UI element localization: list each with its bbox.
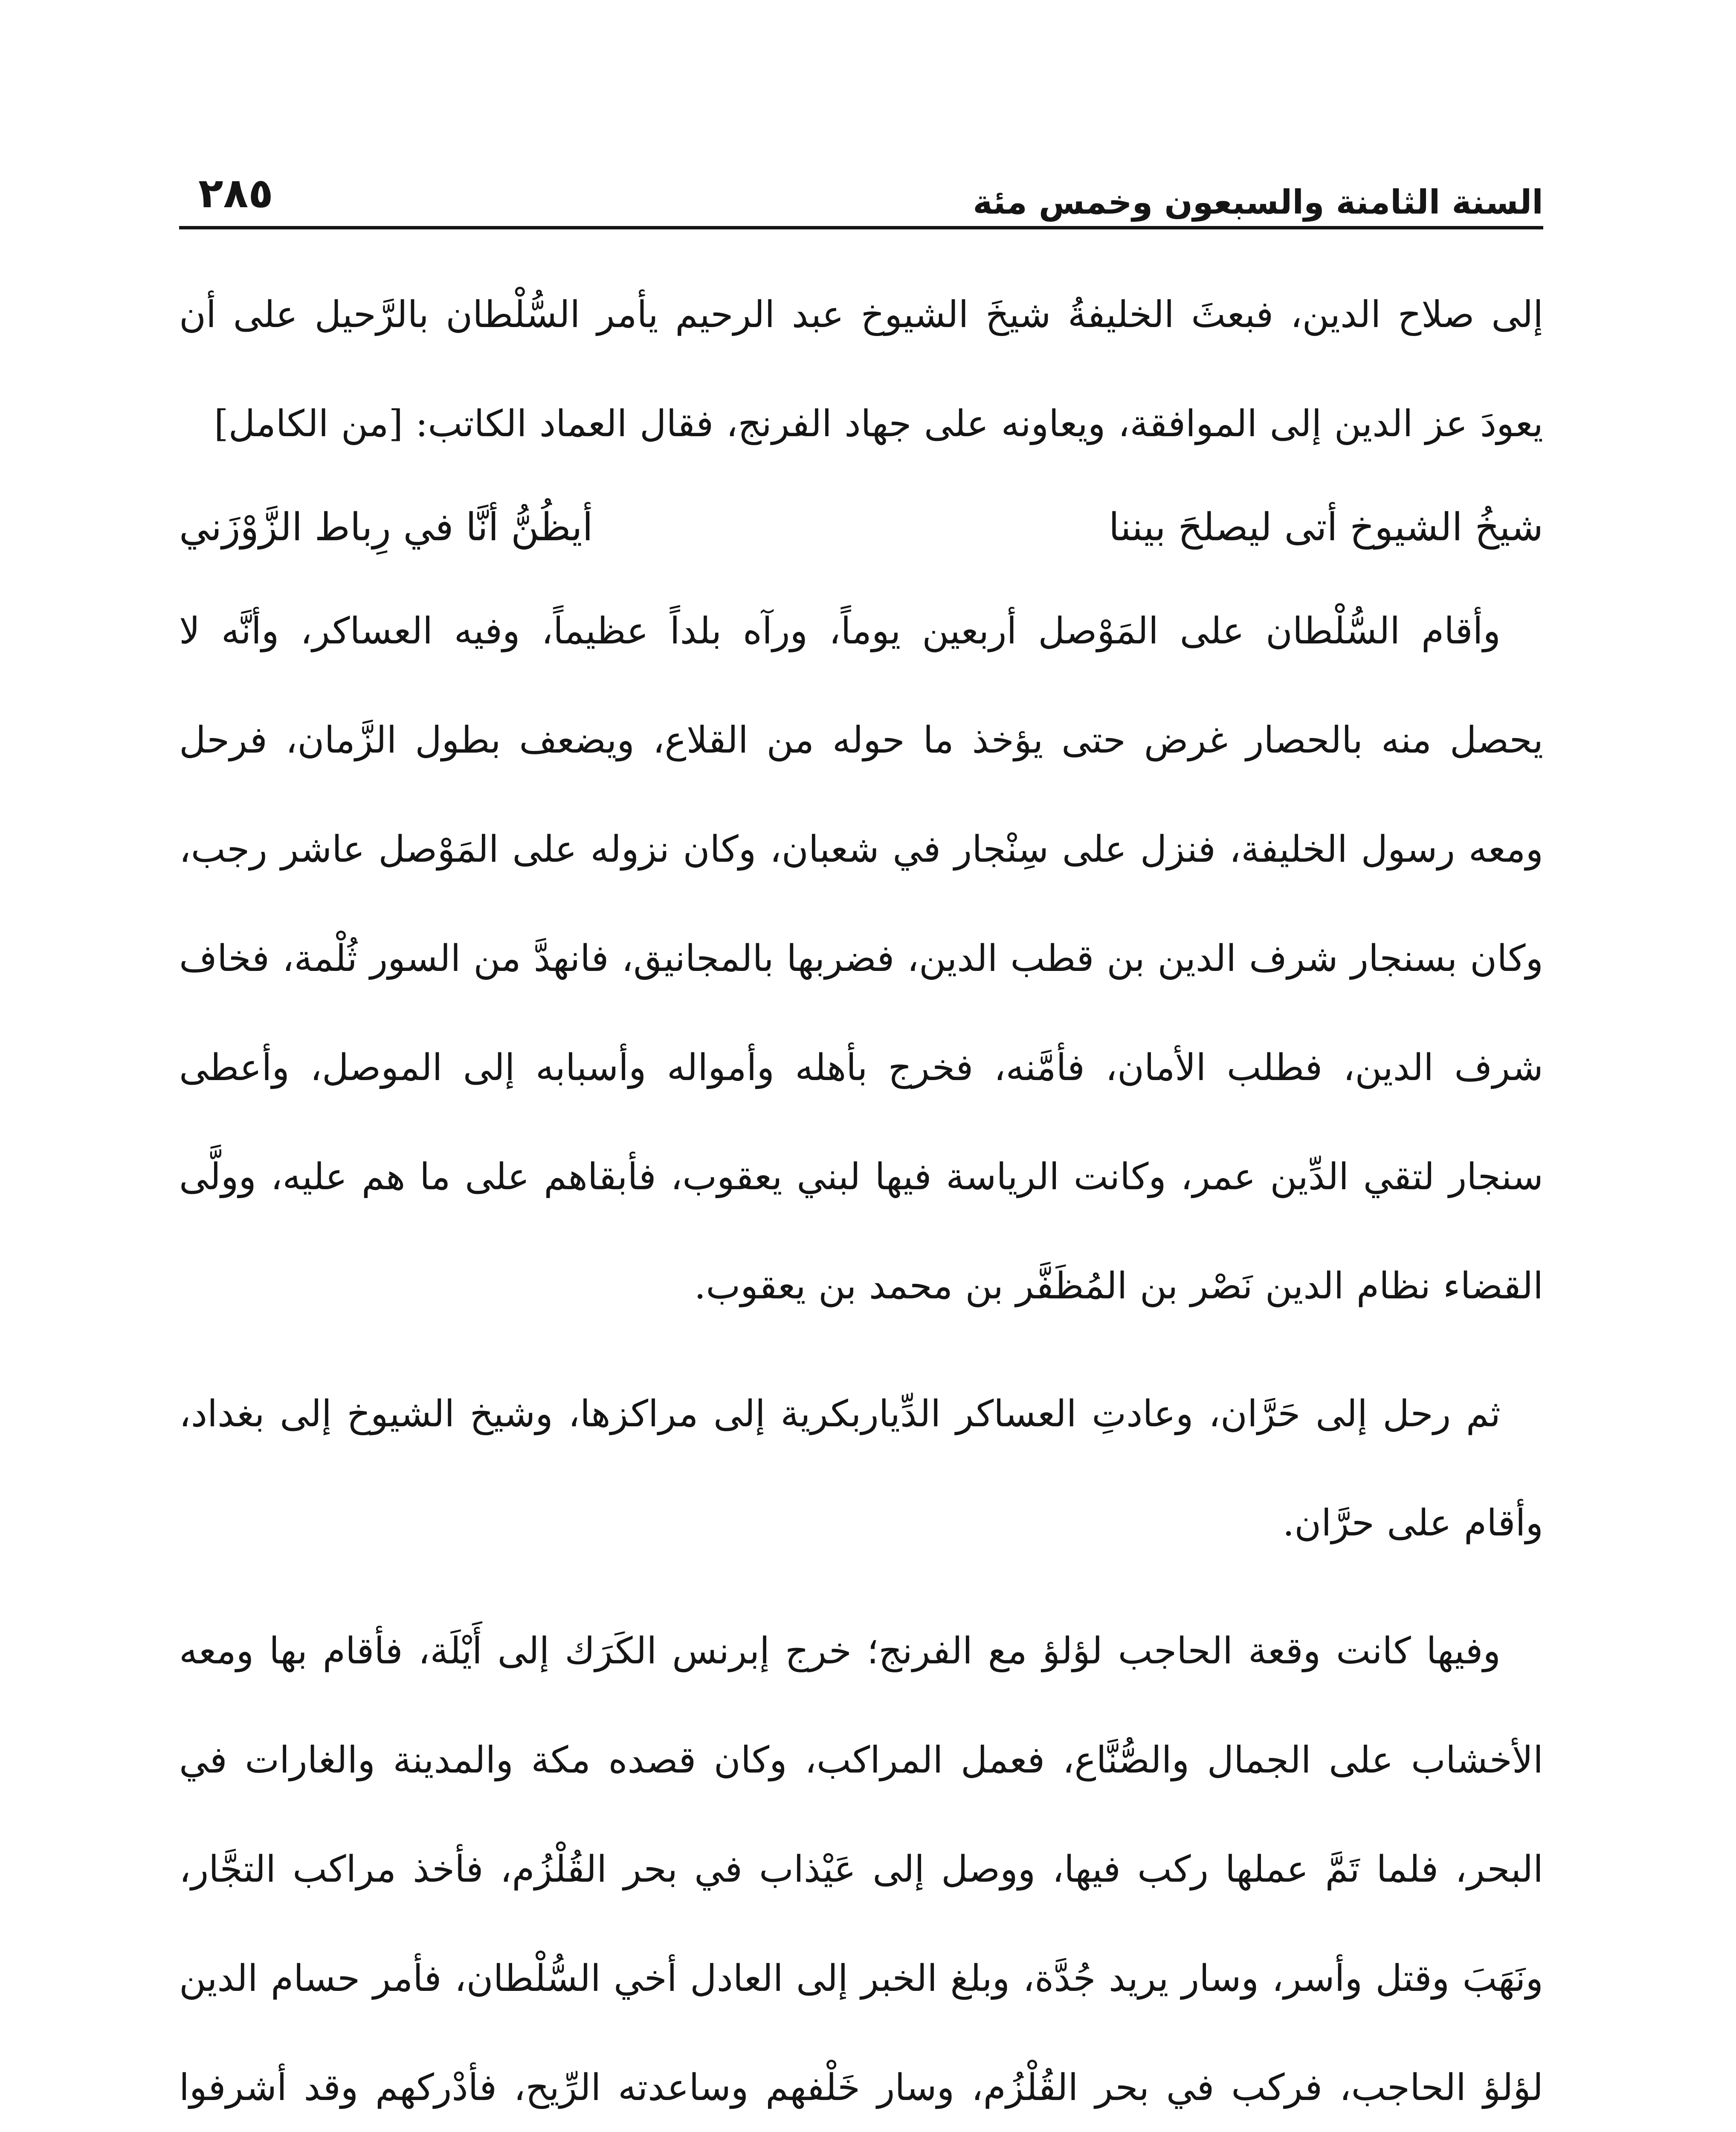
poetry-verse xyxy=(179,478,1543,576)
running-header-title: السنة الثامنة والسبعون وخمس مئة xyxy=(973,183,1543,222)
verse-first-hemistich: شيخُ الشيوخ أتى ليصلحَ بيننا xyxy=(1108,505,1543,550)
page-number: ٢٨٥ xyxy=(198,169,273,217)
page-body xyxy=(179,260,1543,2132)
paragraph-2: وأقام السُّلْطان على المَوْصل أربعين يوماً، ورآه بلداً عظيماً، وفيه العساكر، وأنَّه لا يحصل منه بالحصار غرض حتى يؤخذ ما حوله من القلاع، ويضعف بطول الزَّمان، فرحل ومعه رسول الخليفة، فنزل على سِنْجار في شعبان، وكان نزوله على المَوْصل عاشر رجب، وكان بسنجار شرف الدين بن قطب الدين، فضربها بالمجانيق، فانهدَّ من السور ثُلْمة، فخاف شرف الدين، فطلب الأمان، فأمَّنه، فخرج بأهله وأمواله وأسبابه إلى الموصل، وأعطى سنجار لتقي الدِّين عمر، وكانت الرياسة فيها لبني يعقوب، فأبقاهم على ما هم عليه، وولَّى القضاء نظام الدين نَصْر بن المُظَفَّر بن محمد بن يعقوب. xyxy=(179,610,1543,1307)
paragraph-3: ثم رحل إلى حَرَّان، وعادتِ العساكر الدِّياربكرية إلى مراكزها، وشيخ الشيوخ إلى بغداد، وأقام على حرَّان. xyxy=(179,1393,1543,1544)
verse-second-hemistich: أيظُنُّ أنَّا في رِباط الزَّوْزَني xyxy=(179,505,593,550)
paragraph-4: وفيها كانت وقعة الحاجب لؤلؤ مع الفرنج؛ خرج إبرنس الكَرَك إلى أَيْلَة، فأقام بها ومعه الأخشاب على الجمال والصُّنَّاع، فعمل المراكب، وكان قصده مكة والمدينة والغارات في البحر، فلما تَمَّ عملها ركب فيها، ووصل إلى عَيْذاب في بحر القُلْزُم، فأخذ مراكب التجَّار، ونَهَبَ وقتل وأسر، وسار يريد جُدَّة، وبلغ الخبر إلى العادل أخي السُّلْطان، فأمر حسام الدين لؤلؤ الحاجب، فركب في بحر القُلْزُم، وسار خَلْفهم وساعدته الرِّيح، فأدْركهم وقد أشرفوا xyxy=(179,1630,1544,2109)
running-header xyxy=(179,162,1543,229)
paragraph-1: إلى صلاح الدين، فبعثَ الخليفةُ شيخَ الشيوخ عبد الرحيم يأمر السُّلْطان بالرَّحيل على أن يعودَ عز الدين إلى الموافقة، ويعاونه على جهاد الفرنج، فقال العماد الكاتب: [من الكامل] xyxy=(179,293,1543,445)
